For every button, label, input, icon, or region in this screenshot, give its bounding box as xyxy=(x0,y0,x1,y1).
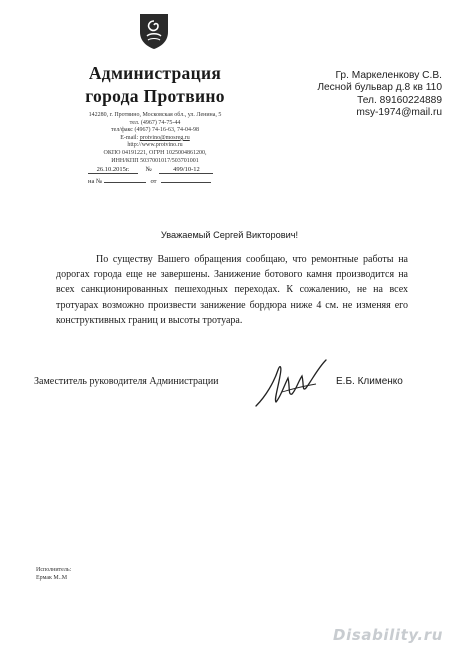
city-coat-of-arms-icon xyxy=(138,12,170,50)
signatory-name: Е.Б. Клименко xyxy=(336,376,403,387)
salutation: Уважаемый Сергей Викторович! xyxy=(160,230,299,240)
reference-number-label: на № xyxy=(88,178,103,185)
org-fax: тел/факс (4967) 74-16-63, 74-04-98 xyxy=(111,127,199,134)
org-name-line1: Администрация xyxy=(88,63,222,83)
executor-label: Исполнитель: xyxy=(36,567,72,573)
org-inn: ИНН/КПП 5037001017/503701001 xyxy=(111,157,199,164)
addressee-email: msy-1974@mail.ru xyxy=(356,107,442,119)
registration-number: 499/10-12 xyxy=(159,166,213,174)
addressee-name: Гр. Маркеленкову С.В. xyxy=(335,70,442,81)
registration-date: 26.10.2015г. xyxy=(88,166,138,174)
registration-line xyxy=(88,166,228,174)
reference-number xyxy=(104,182,146,183)
org-okpo: ОКПО 04191221, ОГРН 1025004861200, xyxy=(103,149,207,156)
addressee-block xyxy=(258,70,442,120)
signatory-title: Заместитель руководителя Администрации xyxy=(34,376,219,387)
letter-body: По существу Вашего обращения сообщаю, что ремонтные работы на дорогах города еще не завершены. Занижение ботового камня производится на всех санкционированных пешеходных переходах. К сожалению, не на всех тротуарах возможно произвести занижение бордюра ниже 4 см. не изменяя его конструктивных границ и высоты тротуара. xyxy=(56,254,408,326)
org-address: 142280, г. Протвино, Московская обл., ул. Ленина, 5 xyxy=(88,112,222,118)
org-details xyxy=(60,112,250,165)
addressee-address: Лесной бульвар д.8 кв 110 xyxy=(317,82,442,94)
executor-name: Ермак М..М xyxy=(36,575,68,581)
site-watermark: Disability.ru xyxy=(333,626,443,644)
org-name-line2: города Протвино xyxy=(85,86,225,106)
org-email-line xyxy=(60,135,250,143)
reference-date-label: от xyxy=(150,178,157,185)
reference-date xyxy=(161,182,211,183)
org-website[interactable]: http://www.protvino.ru xyxy=(127,142,183,149)
executor-block xyxy=(36,566,71,582)
registration-number-label: № xyxy=(145,166,152,173)
org-email-link[interactable]: protvino@mosreg.ru xyxy=(139,134,190,141)
addressee-phone: Тел. 89160224889 xyxy=(357,94,442,106)
reference-line xyxy=(88,178,228,185)
org-email-label: E-mail: xyxy=(120,134,139,141)
handwritten-signature xyxy=(252,356,332,416)
org-phone: тел. (4967) 74-75-44 xyxy=(129,119,181,126)
